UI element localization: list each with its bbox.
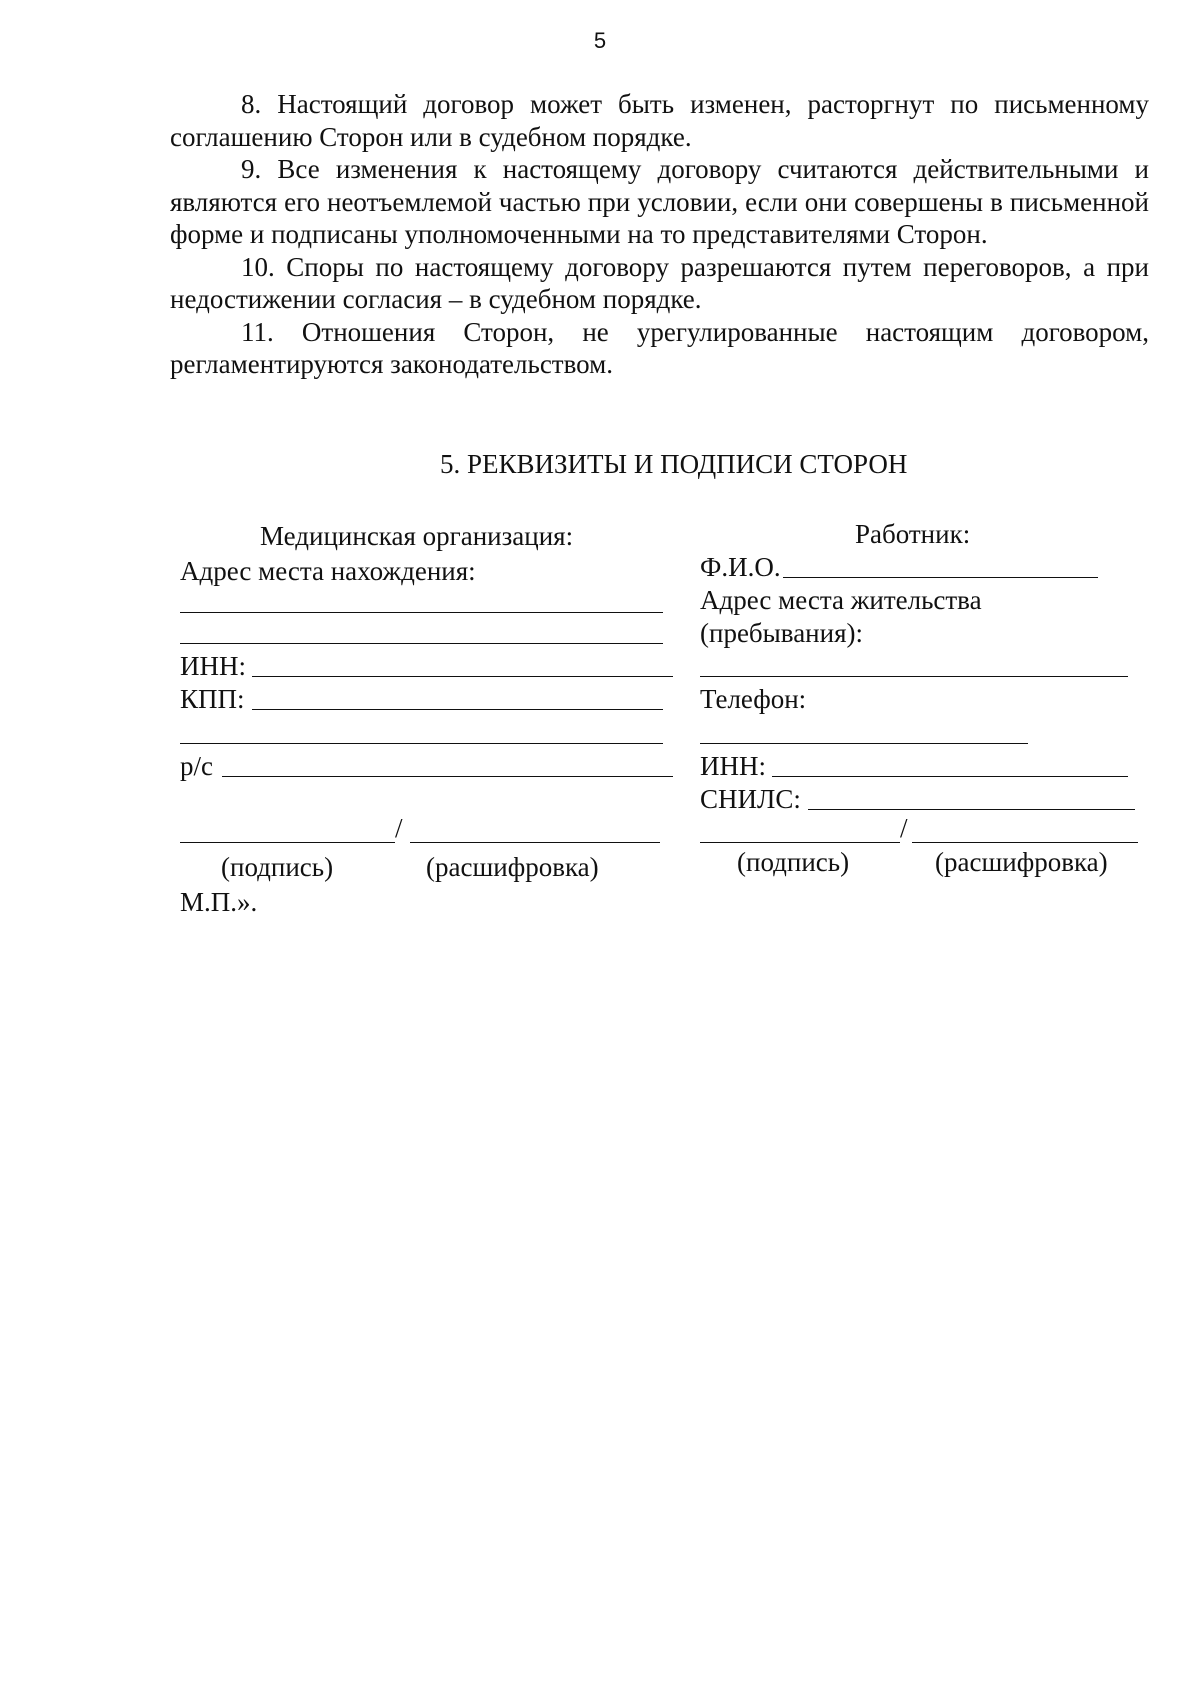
left-address-line-1[interactable] bbox=[180, 612, 663, 613]
right-party-heading: Работник: bbox=[855, 519, 971, 549]
left-account-line[interactable] bbox=[222, 776, 673, 777]
left-account-label: р/с bbox=[180, 751, 213, 781]
clause-10: 10. Споры по настоящему договору разрешаются путем переговоров, а при недостижении согласия – в судебном порядке. bbox=[170, 251, 1149, 314]
right-inn-line[interactable] bbox=[772, 776, 1128, 777]
left-signature-separator: / bbox=[395, 813, 403, 843]
contract-clauses bbox=[170, 88, 1149, 381]
right-phone-line[interactable] bbox=[700, 743, 1028, 744]
section-title: 5. РЕКВИЗИТЫ И ПОДПИСИ СТОРОН bbox=[440, 449, 908, 479]
left-decoding-caption: (расшифровка) bbox=[426, 852, 599, 882]
right-decoding-line[interactable] bbox=[912, 842, 1138, 843]
left-decoding-line[interactable] bbox=[410, 842, 660, 843]
right-inn-label: ИНН: bbox=[700, 751, 766, 781]
right-signature-line[interactable] bbox=[700, 842, 900, 843]
right-address-label-1: Адрес места жительства bbox=[700, 585, 982, 615]
right-decoding-caption: (расшифровка) bbox=[935, 847, 1108, 877]
left-inn-label: ИНН: bbox=[180, 651, 246, 681]
clause-8: 8. Настоящий договор может быть изменен, расторгнут по письменному соглашению Сторон или в судебном порядке. bbox=[170, 89, 1149, 152]
left-signature-caption: (подпись) bbox=[221, 852, 334, 882]
right-snils-line[interactable] bbox=[808, 809, 1135, 810]
left-address-line-2[interactable] bbox=[180, 643, 663, 644]
right-phone-label: Телефон: bbox=[700, 684, 807, 714]
right-signature-separator: / bbox=[900, 813, 908, 843]
right-fio-line[interactable] bbox=[783, 577, 1098, 578]
left-party-heading: Медицинская организация: bbox=[260, 521, 574, 551]
left-address-label: Адрес места нахождения: bbox=[180, 556, 476, 586]
right-address-line[interactable] bbox=[700, 676, 1128, 677]
clause-9: 9. Все изменения к настоящему договору считаются действительными и являются его неотъемлемой частью при условии, если они совершены в письменной форме и подписаны уполномоченными на то представителями Сторон. bbox=[170, 154, 1149, 249]
page-number: 5 bbox=[593, 28, 607, 53]
seal-label: М.П.». bbox=[180, 887, 258, 917]
left-extra-line[interactable] bbox=[180, 743, 663, 744]
right-fio-label: Ф.И.О. bbox=[700, 552, 781, 582]
left-inn-line[interactable] bbox=[252, 676, 673, 677]
left-signature-line[interactable] bbox=[180, 842, 395, 843]
left-kpp-label: КПП: bbox=[180, 684, 245, 714]
right-signature-caption: (подпись) bbox=[737, 847, 850, 877]
clause-11: 11. Отношения Сторон, не урегулированные настоящим договором, регламентируются законодательством. bbox=[170, 316, 1149, 379]
right-address-label-2: (пребывания): bbox=[700, 618, 863, 648]
right-snils-label: СНИЛС: bbox=[700, 784, 801, 814]
left-kpp-line[interactable] bbox=[252, 709, 663, 710]
